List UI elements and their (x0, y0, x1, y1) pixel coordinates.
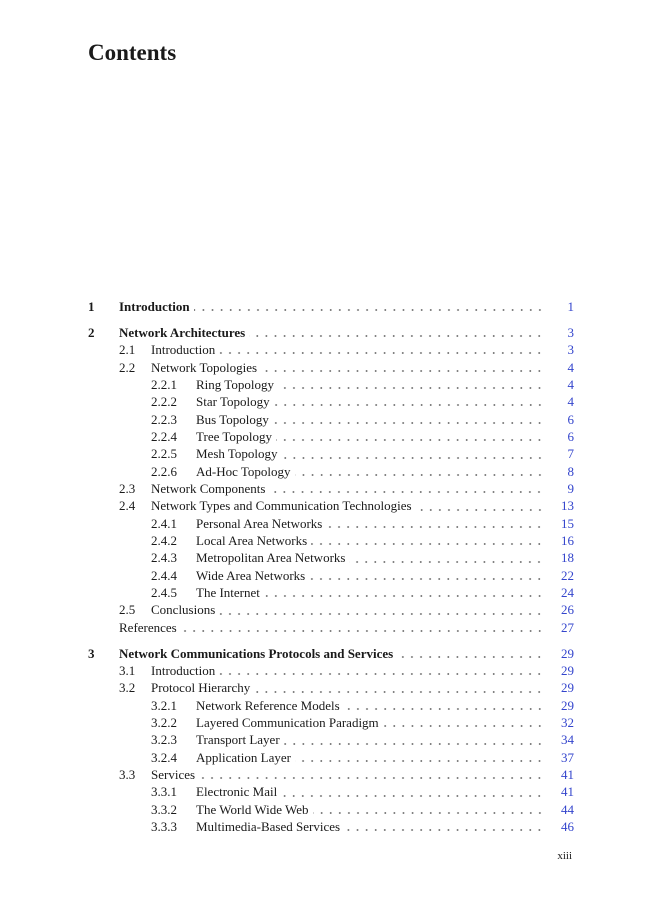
entry-page-link[interactable]: 4 (567, 359, 574, 375)
entry-page-link[interactable]: 29 (561, 645, 574, 661)
dot-leader (309, 572, 546, 582)
entry-page-link[interactable]: 41 (561, 767, 574, 783)
entry-number: 2.5 (119, 602, 136, 618)
entry-title: References (119, 619, 177, 635)
entry-title: Electronic Mail (196, 784, 278, 800)
toc-section-entry[interactable] (88, 376, 574, 393)
toc-chapter-entry[interactable] (88, 645, 574, 662)
dot-leader (269, 485, 546, 495)
entry-page-link[interactable]: 3 (567, 324, 574, 340)
dot-leader (261, 364, 546, 374)
entry-number: 2.2 (119, 359, 136, 375)
entry-number: 3.2.3 (151, 732, 177, 748)
entry-title: Network Communications Protocols and Services (119, 645, 394, 661)
dot-leader (278, 381, 546, 391)
toc-section-entry[interactable] (88, 783, 574, 800)
toc-chapter-group (88, 324, 574, 636)
entry-title: Mesh Topology (196, 446, 278, 462)
toc-section-entry[interactable] (88, 731, 574, 748)
dot-leader (249, 329, 546, 339)
entry-number: 3.2.2 (151, 715, 177, 731)
entry-title: The Internet (196, 585, 260, 601)
entry-title: Bus Topology (196, 411, 269, 427)
entry-number: 3.2 (119, 680, 136, 696)
entry-page-link[interactable]: 26 (561, 602, 574, 618)
entry-number: 2.4.3 (151, 550, 177, 566)
toc-section-entry[interactable] (88, 463, 574, 480)
entry-page-link[interactable]: 27 (561, 619, 574, 635)
entry-title: Network Architectures (119, 324, 246, 340)
entry-page-link[interactable]: 24 (561, 585, 574, 601)
entry-page-link[interactable]: 9 (567, 481, 574, 497)
entry-page-link[interactable]: 15 (561, 515, 574, 531)
entry-title: Layered Communication Paradigm (196, 715, 379, 731)
dot-leader (276, 433, 546, 443)
toc-chapter-entry[interactable] (88, 324, 574, 341)
entry-title: Metropolitan Area Networks (196, 550, 346, 566)
dot-leader (281, 789, 546, 799)
entry-page-link[interactable]: 41 (561, 784, 574, 800)
dot-leader (181, 624, 546, 634)
dot-leader (219, 667, 546, 677)
toc-section-entry[interactable] (88, 359, 574, 376)
entry-title: Protocol Hierarchy (151, 680, 251, 696)
toc-references-entry[interactable] (88, 619, 574, 636)
entry-page-link[interactable]: 13 (561, 498, 574, 514)
entry-page-link[interactable]: 8 (567, 463, 574, 479)
toc-chapter-entry[interactable] (88, 298, 574, 315)
entry-number: 3.1 (119, 663, 136, 679)
entry-title: Network Components (151, 481, 266, 497)
toc-section-entry[interactable] (88, 549, 574, 566)
entry-title: The World Wide Web (196, 801, 309, 817)
dot-leader (219, 607, 546, 617)
entry-title: Services (151, 767, 196, 783)
entry-number: 2.1 (119, 342, 136, 358)
toc-section-entry[interactable] (88, 697, 574, 714)
toc-section-entry[interactable] (88, 393, 574, 410)
entry-number: 2.3 (119, 481, 136, 497)
toc-section-entry[interactable] (88, 801, 574, 818)
entry-number: 2.4.4 (151, 567, 177, 583)
toc-section-entry[interactable] (88, 601, 574, 618)
dot-leader (295, 468, 546, 478)
dot-leader (349, 555, 546, 565)
entry-page-link[interactable]: 29 (561, 697, 574, 713)
toc-section-entry[interactable] (88, 411, 574, 428)
dot-leader (194, 303, 546, 313)
dot-leader (344, 823, 546, 833)
entry-page-link[interactable]: 3 (567, 342, 574, 358)
entry-page-link[interactable]: 6 (567, 429, 574, 444)
entry-page-link[interactable]: 7 (567, 446, 574, 462)
page-number-footer: xiii (557, 850, 572, 862)
entry-number: 2.2.6 (151, 463, 177, 479)
dot-leader (219, 346, 546, 356)
entry-title: Network Types and Communication Technologies (151, 498, 412, 514)
dot-leader (274, 398, 546, 408)
entry-number: 1 (88, 299, 95, 314)
entry-title: Network Topologies (151, 359, 258, 375)
entry-number: 3.2.4 (151, 749, 177, 765)
dot-leader (326, 520, 546, 530)
entry-number: 2.2.4 (151, 429, 177, 444)
entry-title: Star Topology (196, 394, 270, 410)
dot-leader (264, 589, 546, 599)
toc-section-entry[interactable] (88, 497, 574, 514)
entry-page-link[interactable]: 37 (561, 749, 574, 765)
entry-page-link[interactable]: 29 (561, 663, 574, 679)
dot-leader (199, 771, 546, 781)
dot-leader (313, 806, 546, 816)
toc-section-entry[interactable] (88, 749, 574, 766)
toc-section-entry[interactable] (88, 532, 574, 549)
entry-number: 2.2.1 (151, 376, 177, 392)
entry-number: 3.3 (119, 767, 136, 783)
table-of-contents (88, 298, 574, 844)
dot-leader (397, 650, 546, 660)
entry-page-link[interactable]: 34 (561, 732, 574, 748)
entry-page-link[interactable]: 16 (561, 533, 574, 549)
entry-number: 3.3.3 (151, 819, 177, 835)
entry-number: 2 (88, 324, 95, 340)
entry-page-link[interactable]: 32 (561, 715, 574, 731)
entry-page-link[interactable]: 22 (561, 567, 574, 583)
entry-number: 2.2.2 (151, 394, 177, 410)
toc-section-entry[interactable] (88, 341, 574, 358)
toc-section-entry[interactable] (88, 714, 574, 731)
entry-number: 3.3.2 (151, 801, 177, 817)
entry-title: Ad-Hoc Topology (196, 463, 291, 479)
entry-number: 2.2.3 (151, 411, 177, 427)
entry-number: 3.3.1 (151, 784, 177, 800)
entry-number: 2.4.5 (151, 585, 177, 601)
toc-chapter-group (88, 298, 574, 315)
toc-section-entry[interactable] (88, 679, 574, 696)
entry-page-link[interactable]: 18 (561, 550, 574, 566)
entry-page-link[interactable]: 44 (561, 801, 574, 817)
toc-section-entry[interactable] (88, 515, 574, 532)
entry-title: Introduction (119, 299, 190, 314)
entry-title: Personal Area Networks (196, 515, 323, 531)
entry-page-link[interactable]: 6 (567, 411, 574, 427)
entry-page-link[interactable]: 46 (561, 819, 574, 835)
entry-number: 2.4 (119, 498, 136, 514)
toc-section-entry[interactable] (88, 818, 574, 835)
entry-title: Introduction (151, 342, 216, 358)
entry-title: Local Area Networks (196, 533, 308, 549)
entry-number: 2.2.5 (151, 446, 177, 462)
entry-number: 3 (88, 645, 95, 661)
dot-leader (344, 702, 546, 712)
entry-title: Wide Area Networks (196, 567, 306, 583)
toc-section-entry[interactable] (88, 567, 574, 584)
entry-title: Ring Topology (196, 376, 274, 392)
toc-section-entry[interactable] (88, 766, 574, 783)
entry-title: Transport Layer (196, 732, 280, 748)
entry-page-link[interactable]: 1 (567, 299, 574, 314)
dot-leader (282, 451, 546, 461)
dot-leader (311, 537, 546, 547)
dot-leader (416, 503, 546, 513)
entry-page-link[interactable]: 29 (561, 680, 574, 696)
entry-title: Introduction (151, 663, 216, 679)
toc-section-entry[interactable] (88, 480, 574, 497)
toc-section-entry[interactable] (88, 428, 574, 445)
page-title: Contents (88, 40, 177, 65)
entry-number: 3.2.1 (151, 697, 177, 713)
dot-leader (254, 685, 546, 695)
entry-title: Conclusions (151, 602, 216, 618)
toc-section-entry[interactable] (88, 584, 574, 601)
entry-title: Network Reference Models (196, 697, 340, 713)
entry-page-link[interactable]: 4 (567, 376, 574, 392)
toc-section-entry[interactable] (88, 445, 574, 462)
toc-chapter-group (88, 645, 574, 836)
dot-leader (295, 754, 546, 764)
toc-section-entry[interactable] (88, 662, 574, 679)
entry-title: Tree Topology (196, 429, 273, 444)
entry-number: 2.4.2 (151, 533, 177, 549)
dot-leader (284, 737, 546, 747)
dot-leader (273, 416, 546, 426)
dot-leader (383, 719, 546, 729)
entry-title: Application Layer (196, 749, 291, 765)
entry-title: Multimedia-Based Services (196, 819, 341, 835)
entry-page-link[interactable]: 4 (567, 394, 574, 410)
entry-number: 2.4.1 (151, 515, 177, 531)
